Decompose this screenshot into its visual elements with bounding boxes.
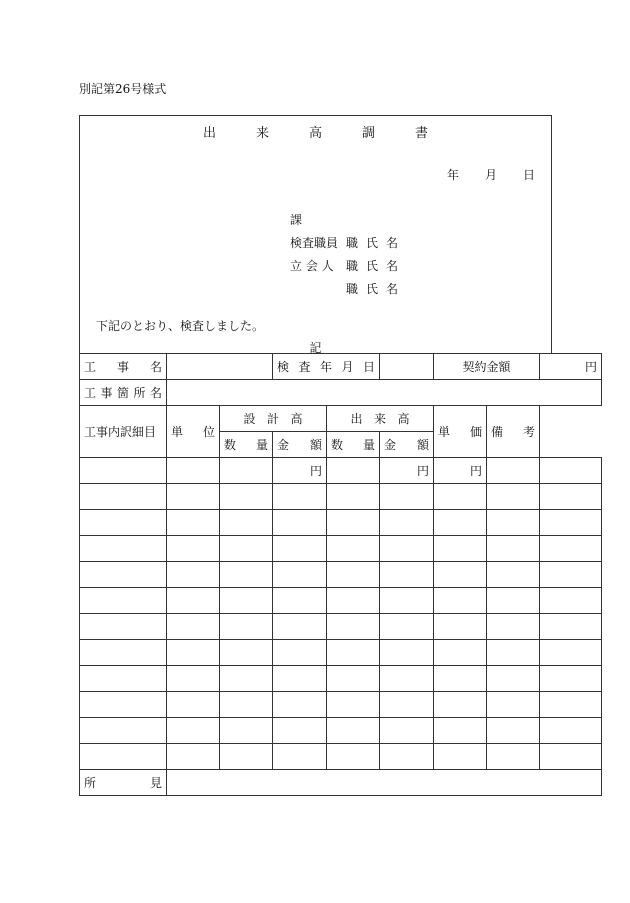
title-char: 来	[255, 126, 269, 141]
date-year: 年	[446, 168, 459, 182]
project-row	[80, 354, 602, 380]
column-header-row-1	[80, 406, 602, 432]
table-row	[80, 484, 602, 510]
date-line	[421, 166, 535, 183]
contract-amount-field[interactable]: 円	[540, 354, 602, 380]
findings-row	[80, 770, 602, 796]
title-char: 出	[202, 126, 216, 141]
table-row	[80, 718, 602, 744]
section-label: 課	[290, 213, 303, 227]
findings-label: 所 見	[80, 770, 167, 796]
table-row	[80, 614, 602, 640]
done-total-header: 出 来 高	[327, 406, 434, 432]
unit-header: 単 位	[167, 406, 220, 458]
date-month: 月	[484, 168, 497, 182]
inspection-table	[79, 353, 602, 796]
design-amount-header: 金 額	[273, 432, 327, 458]
design-total-header: 設 計 高	[220, 406, 327, 432]
table-row	[80, 640, 602, 666]
ki-mark: 記	[309, 341, 322, 355]
project-name-label: 工 事 名	[80, 354, 167, 380]
table-row	[80, 692, 602, 718]
table-row	[80, 458, 602, 484]
form-reference: 別記第26号様式	[79, 82, 167, 96]
extra-signature: 職氏名	[346, 282, 407, 296]
table-row	[80, 744, 602, 770]
table-row	[80, 666, 602, 692]
project-name-field[interactable]	[167, 354, 273, 380]
location-label: 工 事 箇 所 名	[80, 380, 167, 406]
witness-signature: 立 会 人 職氏名	[290, 259, 407, 273]
table-row	[80, 510, 602, 536]
inspector-signature: 検査職員 職氏名	[290, 236, 407, 250]
unit-price-header: 単 価	[434, 406, 487, 458]
findings-field[interactable]	[167, 770, 602, 796]
contract-amount-label: 契約金額	[434, 354, 540, 380]
location-row	[80, 380, 602, 406]
location-field[interactable]	[167, 380, 602, 406]
inspection-date-label: 検 査 年 月 日	[273, 354, 380, 380]
design-quantity-header: 数 量	[220, 432, 273, 458]
inspection-remark: 下記のとおり、検査しました。	[96, 319, 265, 333]
done-amount-header: 金 額	[380, 432, 434, 458]
title-char: 高	[308, 126, 322, 141]
table-row	[80, 588, 602, 614]
done-amount-yen[interactable]: 円	[380, 458, 434, 484]
document-header-frame	[79, 115, 552, 353]
witness-label: 立 会 人	[290, 259, 334, 273]
notes-header: 備 考	[487, 406, 540, 458]
unit-price-yen[interactable]: 円	[434, 458, 487, 484]
design-amount-yen[interactable]: 円	[273, 458, 327, 484]
inspector-label: 検査職員	[290, 236, 339, 250]
title-char: 書	[415, 126, 429, 141]
title-char: 調	[362, 126, 376, 141]
date-day: 日	[522, 168, 535, 182]
table-row	[80, 536, 602, 562]
done-quantity-header: 数 量	[327, 432, 380, 458]
table-row	[80, 562, 602, 588]
document-title	[80, 122, 551, 141]
detail-header: 工事内訳細目	[80, 406, 167, 458]
inspection-date-field[interactable]	[380, 354, 434, 380]
